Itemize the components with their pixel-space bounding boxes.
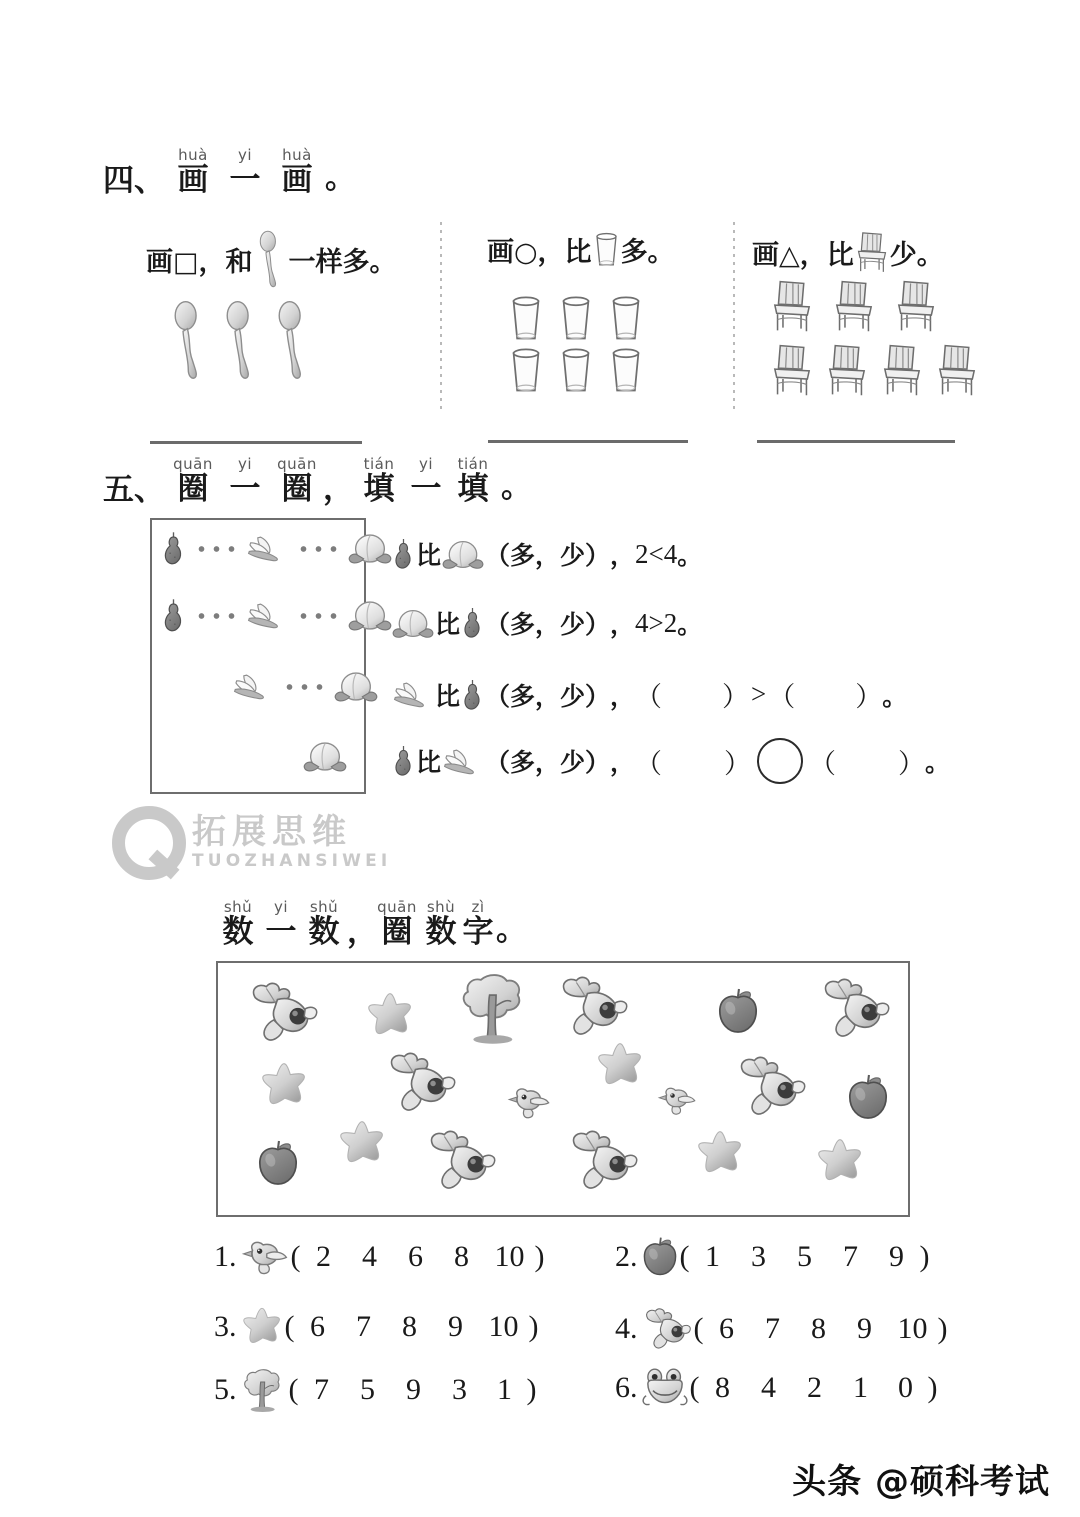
answer-line-chair[interactable]: [757, 440, 955, 443]
counting-heading: [215, 898, 527, 949]
fruit-row: [160, 597, 393, 634]
blank-right-close: ）: [898, 748, 926, 779]
section-four-number: 四、: [103, 162, 165, 199]
section-four-period: 。: [325, 159, 356, 196]
option-index: 4.: [615, 1312, 638, 1345]
option-numbers[interactable]: ( 1 3 5 7 9 ): [679, 1239, 930, 1273]
period: 。: [677, 610, 703, 639]
banana-icon: [245, 601, 289, 630]
option-index: 3.: [214, 1310, 237, 1343]
chair-group: [770, 278, 979, 398]
banana-icon: [391, 680, 435, 709]
spoon-icon: [254, 230, 288, 288]
chair-icon: [770, 342, 814, 398]
goldfish-icon: [734, 1053, 808, 1125]
blank-right-open[interactable]: （: [768, 682, 796, 712]
goldfish-icon: [384, 1049, 458, 1121]
cup-icon: [608, 296, 648, 342]
chair-icon: [832, 278, 876, 334]
cup-icon: [508, 348, 548, 394]
counting-scene: [216, 961, 906, 1213]
option-numbers[interactable]: ( 6 7 8 9 10 ): [693, 1312, 948, 1345]
comparison-row: [391, 605, 702, 641]
counting-title: 数 一 数 ， 圈 数 字: [222, 914, 494, 950]
comma: ，: [610, 748, 636, 777]
compare-word: 比: [435, 610, 461, 639]
option-index: 5.: [214, 1373, 237, 1406]
cup-icon: [608, 348, 648, 394]
comparison-row: [391, 675, 907, 714]
blank-left-close: ）: [722, 682, 750, 712]
option-row-5[interactable]: [214, 1366, 537, 1414]
banana-icon: [441, 747, 485, 776]
choice-options[interactable]: （多，少）: [485, 681, 611, 711]
spoon-icon: [274, 300, 314, 380]
section-five-title: 圈 一 圈 ， 填 一 填: [177, 471, 489, 507]
chair-prompt-after: 少。: [889, 239, 944, 271]
pear-icon: [460, 606, 485, 640]
spoon-icon: [222, 300, 262, 380]
spoon-prompt-after: 一样多。: [288, 246, 397, 278]
goldfish-icon: [556, 973, 630, 1045]
option-numbers[interactable]: ( 2 4 6 8 10 ): [290, 1239, 545, 1273]
bird-icon: [506, 1083, 552, 1126]
answer-line-cup[interactable]: [488, 440, 688, 443]
cup-icon: [508, 296, 548, 342]
section-five-period: 。: [501, 468, 532, 505]
section-four-title: 画 一 画: [177, 162, 313, 198]
comma: ，: [610, 681, 636, 711]
cup-icon: [558, 296, 598, 342]
chair-icon: [894, 278, 938, 334]
dots-separator: [194, 612, 238, 620]
peach-icon: [441, 537, 485, 572]
chair-icon: [825, 342, 869, 398]
watermark-chinese: 拓展思维: [192, 812, 352, 853]
bird-icon: [656, 1083, 698, 1122]
blank-left-close: ）: [724, 748, 752, 779]
period: 。: [677, 541, 703, 570]
period: 。: [882, 681, 908, 711]
blank-right-close: ）: [855, 682, 883, 712]
comparison-result: 4>2: [635, 607, 678, 638]
dots-separator: [296, 612, 340, 620]
comma: ，: [610, 541, 636, 570]
section-five-number: 五、: [103, 471, 165, 508]
option-index: 1.: [214, 1239, 237, 1273]
option-numbers[interactable]: ( 7 5 9 3 1 ): [288, 1373, 537, 1406]
chair-icon: [770, 278, 814, 334]
goldfish-icon: [424, 1127, 498, 1199]
cup-icon: [558, 348, 598, 394]
pear-icon: [391, 537, 416, 571]
banana-icon: [231, 672, 275, 701]
choice-options[interactable]: （多，少）: [485, 610, 611, 639]
apple-icon: [641, 1236, 679, 1277]
dots-separator: [296, 545, 340, 553]
answer-line-spoon[interactable]: [150, 441, 362, 444]
pear-icon: [391, 744, 416, 778]
banana-icon: [245, 534, 289, 563]
fruit-row: [160, 530, 393, 567]
spoon-prompt-before: 画□，和: [146, 246, 253, 278]
apple-icon: [716, 987, 760, 1040]
operator-circle-blank[interactable]: [757, 738, 803, 784]
chair-icon: [935, 342, 979, 398]
chair-prompt-before: 画△，比: [752, 239, 854, 271]
option-row-3[interactable]: [214, 1306, 539, 1348]
divider-two: [733, 222, 735, 414]
comma: ，: [610, 610, 636, 639]
operator: >: [751, 679, 767, 709]
star-icon: [364, 991, 416, 1045]
blank-right-open[interactable]: （: [809, 748, 837, 779]
chair-task-prompt: [752, 230, 944, 274]
divider-one: [440, 222, 442, 414]
option-row-1[interactable]: [214, 1236, 545, 1277]
peach-icon: [347, 597, 393, 634]
goldfish-icon: [566, 1127, 640, 1199]
option-row-2[interactable]: [615, 1236, 930, 1277]
peach-icon: [347, 530, 393, 567]
goldfish-icon: [641, 1306, 693, 1352]
tree-icon: [240, 1366, 288, 1414]
cup-task-prompt: [487, 230, 675, 269]
option-numbers[interactable]: ( 6 7 8 9 10 ): [284, 1310, 539, 1343]
option-row-4[interactable]: [615, 1306, 948, 1352]
blank-left-open[interactable]: （: [635, 748, 663, 779]
pear-icon: [160, 597, 187, 634]
section-five-pinyin: quān yi quān tián yi tián: [173, 455, 489, 473]
pear-icon: [160, 530, 187, 567]
pear-icon: [460, 678, 485, 712]
spoon-icon: [170, 300, 210, 380]
cup-icon: [593, 232, 620, 268]
fruit-row: [302, 738, 348, 775]
frog-icon: [641, 1366, 689, 1410]
spoon-task-prompt: [146, 230, 397, 288]
cup-prompt-before: 画○，比: [487, 237, 592, 268]
apple-icon: [846, 1073, 890, 1126]
choice-options[interactable]: （多，少）: [485, 541, 611, 570]
period: 。: [925, 748, 951, 777]
chair-icon: [855, 230, 889, 274]
cup-prompt-after: 多。: [620, 237, 675, 268]
section-five-heading: [103, 455, 532, 506]
counting-pinyin: shǔ yi shǔ quān shù zì: [223, 898, 485, 916]
goldfish-icon: [246, 979, 320, 1051]
star-icon: [594, 1041, 646, 1095]
compare-word: 比: [416, 541, 442, 570]
fruit-row: [231, 668, 379, 705]
option-row-6[interactable]: [615, 1366, 938, 1410]
counting-period: 。: [496, 911, 527, 948]
spoon-group: [170, 300, 314, 380]
comparison-row: [391, 536, 702, 572]
section-four-heading: [103, 146, 356, 197]
compare-word: 比: [435, 681, 461, 711]
section-four-pinyin: huà yi huà: [178, 146, 312, 164]
logo-q-icon: [112, 806, 186, 880]
option-numbers[interactable]: ( 8 4 2 1 0 ): [689, 1371, 938, 1404]
star-icon: [258, 1061, 310, 1115]
tree-icon: [456, 969, 534, 1052]
star-icon: [814, 1137, 866, 1191]
comparison-result: 2<4: [635, 538, 678, 569]
star-icon: [240, 1306, 284, 1348]
apple-icon: [256, 1139, 300, 1192]
watermark-english: TUOZHANSIWEI: [192, 850, 392, 871]
watermark-logo: [112, 806, 391, 880]
cup-group: [508, 296, 648, 394]
brand-watermark: 头条 @硕科考试: [792, 1462, 1050, 1502]
chair-icon: [880, 342, 924, 398]
option-index: 6.: [615, 1371, 638, 1404]
peach-icon: [302, 738, 348, 775]
goldfish-icon: [818, 975, 892, 1047]
compare-word: 比: [416, 748, 442, 777]
bird-icon: [240, 1236, 290, 1277]
peach-icon: [333, 668, 379, 705]
dots-separator: [194, 545, 238, 553]
peach-icon: [391, 606, 435, 641]
option-index: 2.: [615, 1239, 638, 1273]
star-icon: [336, 1119, 388, 1173]
choice-options[interactable]: （多，少）: [485, 748, 611, 777]
dots-separator: [282, 683, 326, 691]
comparison-row: [391, 738, 950, 784]
blank-left-open[interactable]: （: [635, 682, 663, 712]
star-icon: [694, 1129, 746, 1183]
